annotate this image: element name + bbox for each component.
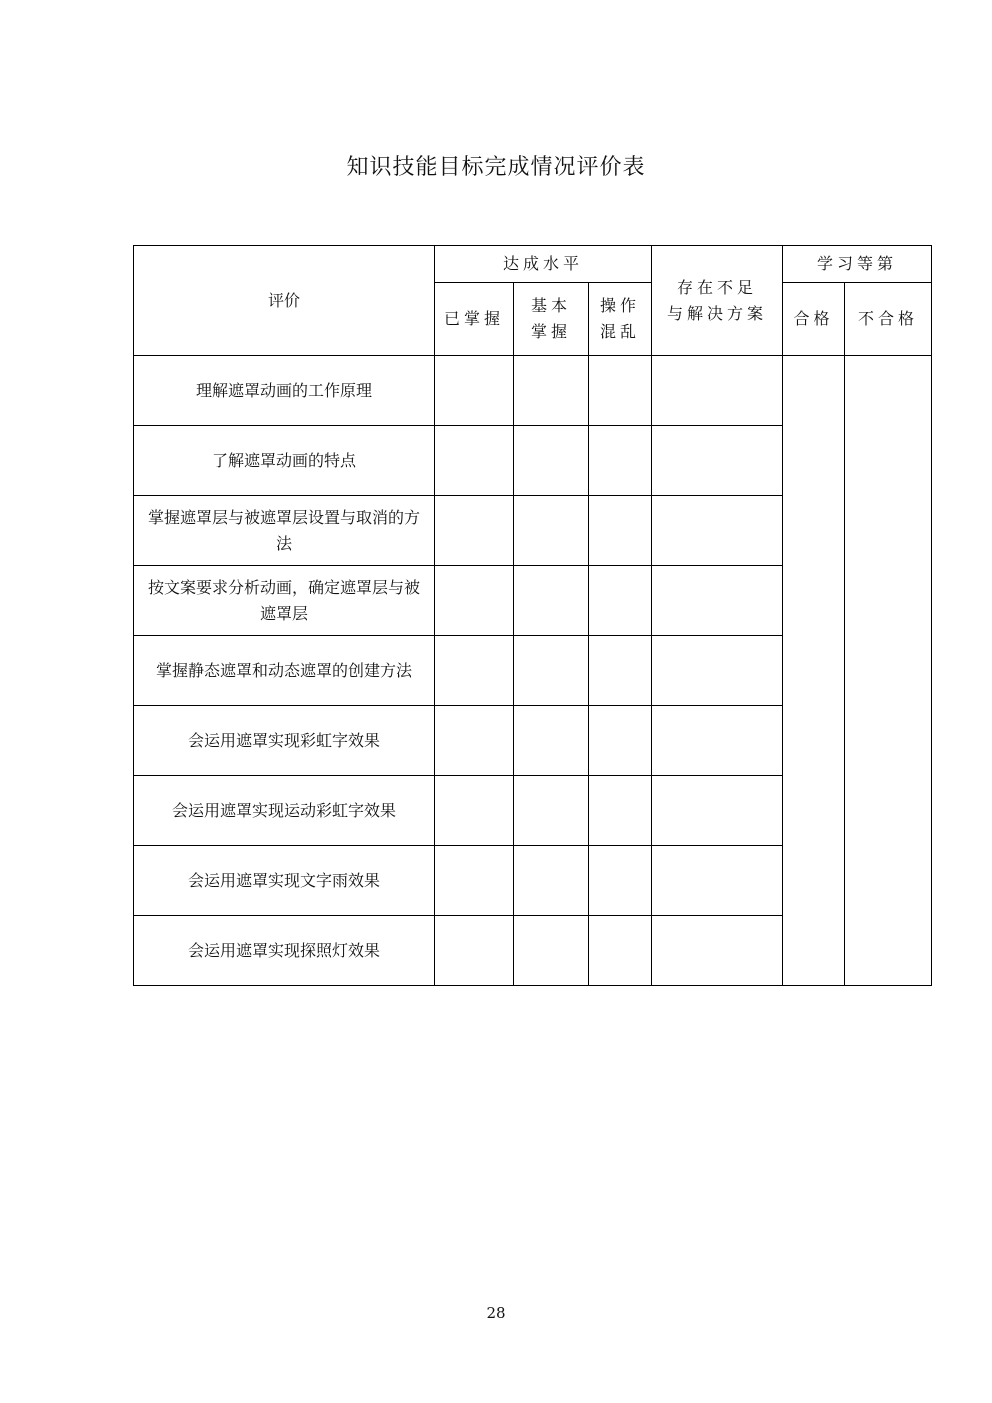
cell-confused [589,356,652,426]
table-row [134,356,932,426]
cell-pass [783,356,845,986]
cell-confused [589,706,652,776]
header-row-1 [134,246,932,283]
item-label: 会运用遮罩实现运动彩虹字效果 [134,776,435,846]
cell-basic-mastered [514,846,589,916]
cell-problems [652,916,783,986]
item-label: 理解遮罩动画的工作原理 [134,356,435,426]
cell-problems [652,356,783,426]
item-label: 掌握静态遮罩和动态遮罩的创建方法 [134,636,435,706]
cell-confused [589,426,652,496]
header-mastered: 已掌握 [435,283,514,356]
item-label: 按文案要求分析动画，确定遮罩层与被遮罩层 [134,566,435,636]
cell-mastered [435,706,514,776]
header-problems-line2: 与解决方案 [667,303,768,323]
cell-confused [589,496,652,566]
header-confused-line1: 操作 [600,296,641,316]
cell-basic-mastered [514,636,589,706]
cell-fail [845,356,932,986]
item-label: 了解遮罩动画的特点 [134,426,435,496]
cell-mastered [435,916,514,986]
cell-confused [589,846,652,916]
cell-problems [652,706,783,776]
cell-problems [652,566,783,636]
item-label: 会运用遮罩实现彩虹字效果 [134,706,435,776]
cell-confused [589,636,652,706]
header-achievement-level: 达成水平 [435,246,652,283]
cell-mastered [435,846,514,916]
cell-problems [652,636,783,706]
cell-mastered [435,566,514,636]
header-evaluation: 评价 [134,246,435,356]
cell-mastered [435,636,514,706]
cell-basic-mastered [514,496,589,566]
item-label: 掌握遮罩层与被遮罩层设置与取消的方法 [134,496,435,566]
evaluation-table [133,245,932,986]
header-pass: 合格 [783,283,845,356]
header-basic-line2: 掌握 [530,322,571,341]
header-basic-mastered [514,283,589,356]
cell-mastered [435,496,514,566]
cell-problems [652,776,783,846]
item-label: 会运用遮罩实现文字雨效果 [134,846,435,916]
header-fail: 不合格 [845,283,932,356]
cell-basic-mastered [514,916,589,986]
cell-basic-mastered [514,566,589,636]
header-problems-solutions [652,246,783,356]
cell-basic-mastered [514,356,589,426]
cell-basic-mastered [514,426,589,496]
cell-mastered [435,426,514,496]
page-number: 28 [486,1304,506,1322]
cell-mastered [435,776,514,846]
cell-mastered [435,356,514,426]
header-confused-line2: 混乱 [600,322,641,341]
cell-problems [652,496,783,566]
header-confused [589,283,652,356]
cell-problems [652,846,783,916]
header-grade: 学习等第 [783,246,932,283]
cell-confused [589,916,652,986]
cell-basic-mastered [514,706,589,776]
header-problems-line1: 存在不足 [677,277,758,297]
cell-confused [589,776,652,846]
cell-basic-mastered [514,776,589,846]
cell-confused [589,566,652,636]
header-basic-line1: 基本 [530,296,571,316]
item-label: 会运用遮罩实现探照灯效果 [134,916,435,986]
document-title: 知识技能目标完成情况评价表 [346,155,646,180]
cell-problems [652,426,783,496]
